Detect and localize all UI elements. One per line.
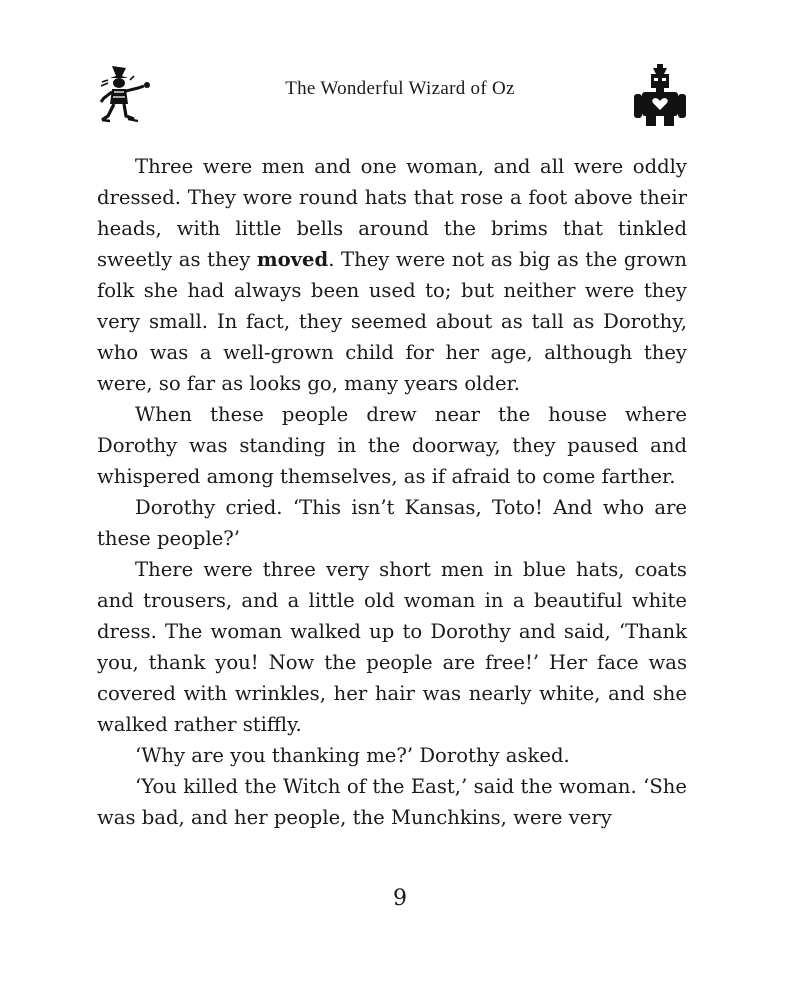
paragraph-1-text-start: Three were men and one woman, and all were oddly dressed. They wore round hats that rose a foot above their heads, with little bells around the brims that tinkled sweetly as they	[97, 155, 687, 271]
paragraph-3: Dorothy cried. ‘This isn’t Kansas, Toto! And who are these people?’	[97, 496, 687, 550]
bold-word: moved	[256, 248, 329, 271]
page-header	[0, 0, 800, 140]
paragraph-6: ‘You killed the Witch of the East,’ said the woman. ‘She was bad, and her people, the Munchkins, were very	[97, 775, 687, 829]
paragraph-4: There were three very short men in blue hats, coats and trousers, and a little old woman in a beautiful white dress. The woman walked up to Dorothy and said, ‘Thank you, thank you! Now the people are free!’ Her face was covered with wrinkles, her hair was nearly white, and she walked rather stiffly.	[97, 558, 687, 736]
paragraph-1	[97, 151, 687, 399]
tin-woodman-icon	[632, 64, 688, 126]
paragraph-2: When these people drew near the house where Dorothy was standing in the doorway, they paused and whispered among themselves, as if afraid to come farther.	[97, 403, 687, 488]
body-text	[97, 151, 687, 833]
running-title: The Wonderful Wizard of Oz	[285, 78, 515, 99]
paragraph-1-text-end: . They were not as big as the grown folk she had always been used to; but neither were they very small. In fact, they seemed about as tall as Dorothy, who was a well-grown child for her age, although they were, so far as looks go, many years older.	[97, 248, 687, 395]
page-number: 9	[393, 886, 407, 911]
paragraph-5: ‘Why are you thanking me?’ Dorothy asked.	[135, 744, 570, 767]
